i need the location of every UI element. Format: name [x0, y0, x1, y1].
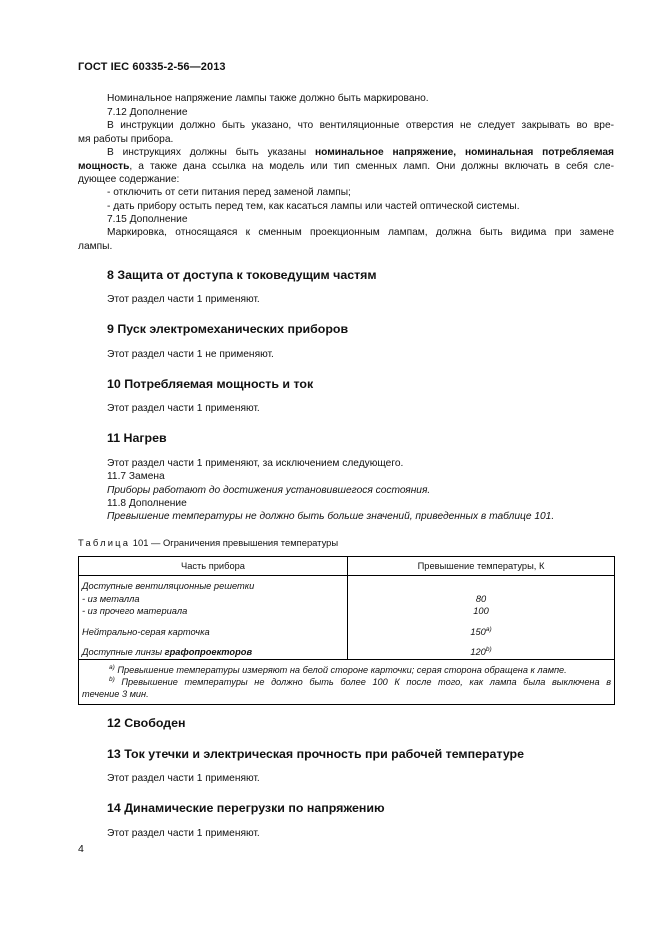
text-run: В инструкциях должны быть указаны — [107, 147, 316, 158]
list-item: - дать прибору остыть перед тем, как касаться лампы или частей оптической системы. — [107, 201, 520, 212]
text-run: Доступные линзы — [82, 647, 165, 657]
table-cell-value-text — [348, 646, 614, 659]
table-cell-value-text: 80 — [475, 593, 487, 604]
footnote-mark: b) — [109, 675, 115, 683]
table-cell-text: Доступные вентиляционные решетки — [82, 581, 255, 591]
paragraph: Этот раздел части 1 применяют. — [107, 294, 260, 305]
table-cell-text: - из прочего материала — [82, 606, 188, 616]
section-heading: 11 Нагрев — [107, 431, 167, 445]
bold-term: номинальное напряжение, номинальная потребляемая — [315, 147, 614, 158]
section-heading: 12 Свободен — [107, 716, 186, 730]
footnote-text: Превышение температуры не должно быть более 100 К после того, как лампа была выключена в — [114, 676, 611, 687]
footnote-ref: b) — [485, 646, 492, 653]
page-number: 4 — [78, 843, 84, 855]
section-heading: 10 Потребляемая мощность и ток — [107, 377, 314, 391]
table-footnote-row — [79, 659, 615, 704]
table-cell-value-text: 100 — [473, 606, 489, 616]
table-footnotes — [79, 659, 615, 704]
list-item: - отключить от сети питания перед заменой лампы; — [107, 187, 351, 198]
section-heading: 8 Защита от доступа к токоведущим частям — [107, 268, 377, 282]
bold-term: графопроекторов — [164, 647, 253, 657]
footnote — [82, 664, 611, 676]
bold-term: мощность — [78, 161, 130, 172]
table-caption — [78, 537, 338, 548]
paragraph — [78, 146, 614, 160]
table-cell-value — [348, 576, 615, 660]
footnote-mark: a) — [109, 663, 115, 671]
clause-number: 11.7 Замена — [107, 471, 165, 482]
footnote — [82, 676, 611, 688]
value: 150 — [470, 626, 486, 637]
value: 120 — [470, 647, 486, 657]
paragraph: Этот раздел части 1 применяют. — [107, 403, 260, 414]
paragraph-italic: Превышение температуры не должно быть больше значений, приведенных в таблице 101. — [107, 511, 555, 522]
table-row — [79, 576, 615, 660]
paragraph: Номинальное напряжение лампы также должно быть маркировано. — [107, 93, 429, 104]
paragraph: Этот раздел части 1 применяют. — [107, 828, 260, 839]
table-caption-word: Таблица — [78, 537, 131, 548]
clause-number: 11.8 Дополнение — [107, 498, 187, 509]
footnote-text: течение 3 мин. — [82, 688, 149, 699]
section-heading: 9 Пуск электромеханических приборов — [107, 322, 349, 336]
temperature-limits-table — [78, 556, 615, 705]
footnote-ref: a) — [485, 625, 492, 633]
table-header-row — [79, 557, 615, 576]
table-cell-part — [79, 576, 348, 660]
table-cell-text: Нейтрально-серая карточка — [82, 626, 210, 637]
paragraph: лампы. — [78, 241, 113, 252]
paragraph: Этот раздел части 1 применяют. — [107, 773, 260, 784]
paragraph: мя работы прибора. — [78, 134, 174, 145]
paragraph: В инструкции должно быть указано, что вентиляционные отверстия не следует закрывать во вре- — [107, 120, 614, 131]
document-header: ГОСТ IEC 60335-2-56—2013 — [78, 61, 226, 73]
table-cell-text — [82, 646, 347, 659]
table-cell-text: - из металла — [82, 593, 140, 604]
paragraph-italic: Приборы работают до достижения установившегося состояния. — [107, 485, 431, 496]
section-heading: 14 Динамические перегрузки по напряжению — [107, 801, 385, 815]
clause-number: 7.12 Дополнение — [107, 107, 188, 118]
paragraph: Маркировка, относящаяся к сменным проекционным лампам, должна быть видима при замене — [107, 227, 614, 238]
section-heading: 13 Ток утечки и электрическая прочность при рабочей температуре — [107, 747, 525, 761]
clause-number: 7.15 Дополнение — [107, 214, 188, 225]
paragraph: Этот раздел части 1 применяют, за исключением следующего. — [107, 458, 404, 469]
table-header-cell: Часть прибора — [79, 557, 348, 576]
table-cell-value-text — [348, 626, 614, 639]
table-header-cell: Превышение температуры, К — [348, 557, 615, 576]
paragraph: дующее содержание: — [78, 174, 180, 185]
paragraph: Этот раздел части 1 не применяют. — [107, 349, 274, 360]
paragraph — [78, 160, 614, 174]
footnote-text: Превышение температуры измеряют на белой стороне карточки; серая сторона обращена к лампе. — [114, 664, 567, 675]
table-caption-text: 101 — Ограничения превышения температуры — [130, 537, 339, 548]
text-run: , а также дана ссылка на модель или тип сменных ламп. Они должны включать в себя сле- — [129, 161, 614, 172]
